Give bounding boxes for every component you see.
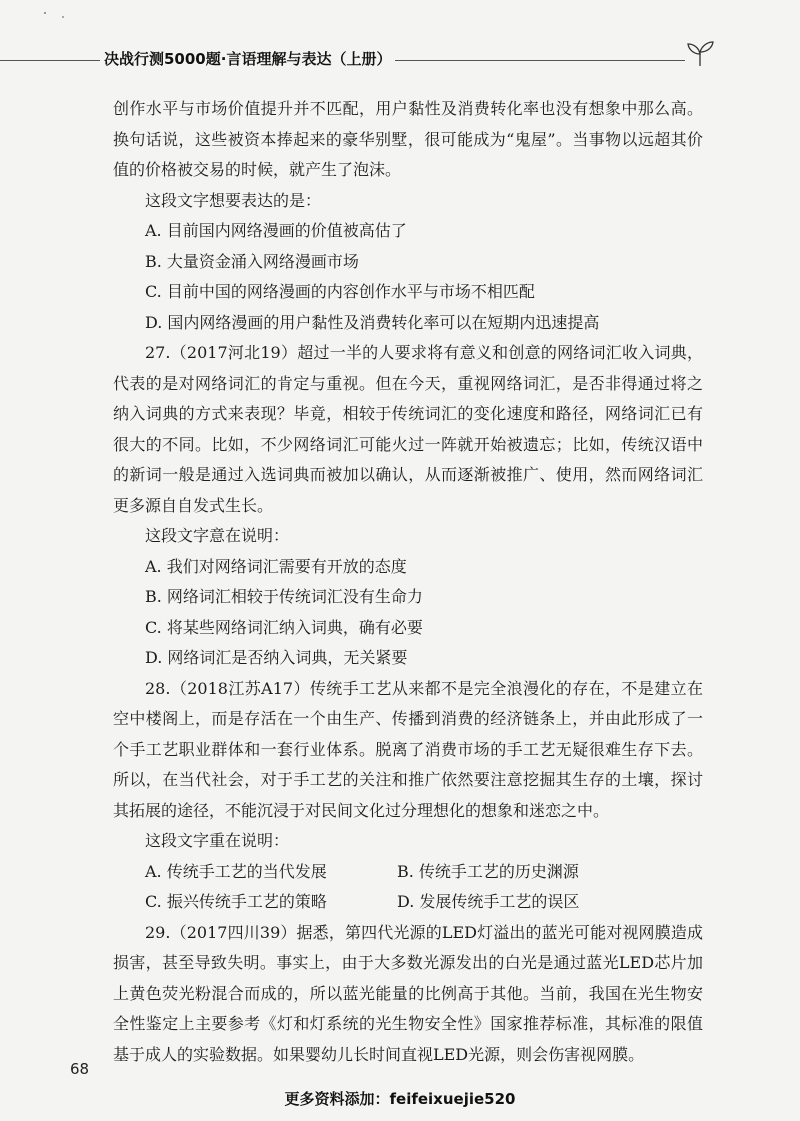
q28-options-row-1: [113, 857, 703, 888]
footer-note: 更多资料添加：feifeixuejie520: [284, 1090, 516, 1108]
q27-option-a: A. 我们对网络词汇需要有开放的态度: [145, 556, 407, 576]
scan-speck: [44, 12, 46, 14]
q27-passage: 27.（2017河北19）超过一半的人要求将有意义和创意的网络词汇收入词典，代表的是对网络词汇的肯定与重视。但在今天，重视网络词汇，是否非得通过将之纳入词典的方式来表现？毕竟，相较于传统词汇的变化速度和路径，网络词汇已有很大的不同。比如，不少网络词汇可能火过一阵就开始被遗忘；比如，传统汉语中的新词一般是通过入选词典而被加以确认，从而逐渐被推广、使用，然而网络词汇更多源自自发式生长。: [113, 343, 703, 515]
q28-passage: 28.（2018江苏A17）传统手工艺从来都不是完全浪漫化的存在，不是建立在空中楼阁上，而是存活在一个由生产、传播到消费的经济链条上，并由此形成了一个手工艺职业群体和一套行业体系。脱离了消费市场的手工艺无疑很难生存下去。所以，在当代社会，对于手工艺的关注和推广依然要注意挖掘其生存的土壤，探讨其拓展的途径，不能沉浸于对民间文化过分理想化的想象和迷恋之中。: [113, 678, 703, 820]
q28-options-row-2: [113, 887, 703, 918]
sprout-icon: [684, 40, 716, 68]
book-title: 决战行测5000题·言语理解与表达（上册）: [104, 50, 392, 68]
q27-option-d: D. 网络词汇是否纳入词典，无关紧要: [145, 648, 408, 667]
q28-stem: 这段文字重在说明：: [145, 831, 290, 850]
q28-option-c: C. 振兴传统手工艺的策略: [145, 892, 327, 911]
q26-option-a: A. 目前国内网络漫画的价值被高估了: [145, 221, 407, 240]
q29-passage: 29.（2017四川39）据悉，第四代光源的LED灯溢出的蓝光可能对视网膜造成损害，甚至导致失明。事实上，由于大多数光源发出的白光是通过蓝光LED芯片加上黄色荧光粉混合而成的，所以蓝光能量的比例高于其他。当前，我国在光生物安全性鉴定上主要参考《灯和灯系统的光生物安全性》国家推荐标准，其标准的限值基于成人的实验数据。如果婴幼儿长时间直视LED光源，则会伤害视网膜。: [113, 922, 703, 1064]
scan-speck: [62, 16, 64, 18]
q26-option-c: C. 目前中国的网络漫画的内容创作水平与市场不相匹配: [145, 282, 535, 301]
header-rule-right: [395, 60, 685, 61]
q27-option-c: C. 将某些网络词汇纳入词典，确有必要: [145, 617, 423, 637]
q27-stem: 这段文字意在说明：: [145, 526, 290, 545]
q27-option-b: B. 网络词汇相较于传统词汇没有生命力: [145, 587, 423, 606]
q28-option-b: B. 传统手工艺的历史渊源: [397, 861, 579, 881]
running-header: [0, 46, 800, 76]
q26-passage-tail: 创作水平与市场价值提升并不匹配，用户黏性及消费转化率也没有想象中那么高。换句话说，这些被资本捧起来的豪华别墅，很可能成为“鬼屋”。当事物以远超其价值的价格被交易的时候，就产生了泡沫。: [113, 99, 703, 179]
page-body: [113, 94, 703, 1070]
page-number: 68: [70, 1060, 90, 1078]
q28-option-a: A. 传统手工艺的当代发展: [145, 861, 327, 881]
q28-option-d: D. 发展传统手工艺的误区: [397, 892, 580, 911]
q26-option-d: D. 国内网络漫画的用户黏性及消费转化率可以在短期内迅速提高: [145, 312, 600, 332]
q26-option-b: B. 大量资金涌入网络漫画市场: [145, 251, 359, 271]
header-rule-left: [0, 60, 100, 61]
q26-stem: 这段文字想要表达的是：: [145, 190, 322, 210]
